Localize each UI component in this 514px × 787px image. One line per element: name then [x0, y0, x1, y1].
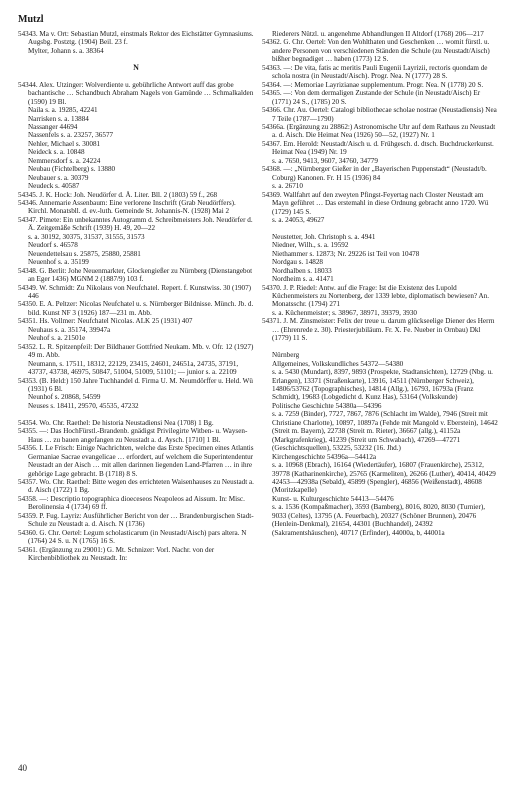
cross-reference: Politische Geschichte 54380a—54396 [272, 401, 382, 410]
cross-reference: Neudeck s. 40587 [28, 182, 80, 191]
bibliography-entry: 54356. I. Le Frisch: Einige Nachrichten, welche das Erste Specimen eines Atlantis Germaniae Sacrae evangelicae … erfordert, auf welchem die Superintendentur Neustadt an der Aisch … mit allen darinnen liegenden Land-Pfarren … in ihre gehörige Lage gebracht. B (1718) 8 S. [18, 444, 254, 478]
cross-reference: Nehler, Michael s. 30081 [28, 139, 101, 148]
cross-reference: Neideck s. a. 10848 [28, 148, 85, 157]
bibliography-entry: 54365. —: Von dem dermaligen Zustande der Schule (in Neustadt/Aisch) Er (1771) 24 S., (1785) 20 S. [262, 89, 481, 106]
cross-reference: Nassenfels s. a. 23257, 36577 [28, 131, 114, 140]
cross-reference: Riederers Nützl. u. angenehme Abhandlungen II Altdorf (1768) 206—217 [272, 30, 484, 38]
bibliography-entry: 54368. —: „Nürnberger Gießer in der „Bayerischen Puppenstadt“ (Neustadt/b. Coburg) Kanonen. Fr. H 15 (1936) 84 [262, 165, 487, 182]
bibliography-entry: 54355. —: Das HochFürstl.-Brandenb. gnädigst Privilegirte Witben- u. Waysen-Haus … zu bauen angefangen zu Neustadt a. d. Aysch. [1710] 1 Bl. [18, 427, 248, 444]
cross-reference: Neudorf s. 46578 [28, 241, 78, 250]
cross-reference: Kunst- u. Kulturgeschichte 54413—54476 [272, 494, 394, 503]
cross-reference: Naila s. a. 19285, 42241 [28, 106, 98, 115]
spacer [262, 224, 498, 232]
cross-reference: Neuendettelsau s. 25875, 25880, 25881 [28, 249, 141, 258]
bibliography-entry: 54371. J. M. Zinsmeister: Felix der treue u. darum glückseelige Diener des Herrn … (Ehrenrede z. 30). Priesterjubiläum. Fr. X. Fe. Nueber in Ornbau) Dkl (1779) 11 S. [262, 317, 495, 343]
bibliography-entry: 54359. P. Fug. Layriz: Ausführlicher Bericht von der … Brandenburgischen Stadt-Schule zu Neustadt a. d. Aisch. N (1736) [18, 511, 254, 529]
bibliography-entry: 54360. G. Chr. Oertel: Legum scholasticarum (in Neustadt/Aisch) pars altera. N (1764) 24 S. u. N (1765) 16 S. [18, 528, 247, 546]
cross-reference: Narrisken s. a. 13884 [28, 114, 89, 123]
cross-reference: Neubauer s. a. 30379 [28, 173, 89, 182]
bibliography-entry: 54354. Wo. Chr. Raethel: De historia Neustadiensi Nea (1708) 1 Bg. [18, 418, 214, 427]
cross-reference: Neubau (Fichtelberg) s. 13880 [28, 165, 116, 174]
cross-reference: Nürnberg [272, 351, 300, 360]
bibliography-entry: 54357. Wo. Chr. Raethel: Bitte wegen des errichteten Waisenhauses zu Neustadt a. d. Aisch (1722) 1 Bg. [18, 477, 254, 495]
bibliography-entry: 54363. —: De vita, fatis ac meritis Pauli Eugenii Layrizii, rectoris quondam de schola nostra (in Neustadt/Aisch). Progr. Nea. N (1777) 28 S. [262, 63, 488, 81]
spacer [18, 72, 254, 80]
bibliography-entry: 54366a. (Ergänzung zu 28862:) Astronomische Uhr auf dem Rathaus zu Neustadt a. d. Aisch. Die Heimat Nea (1926) 50—52, (1927) Nr. 1 [262, 122, 496, 140]
cross-reference: Mylter, Johann s. a. 38364 [28, 46, 104, 55]
cross-reference: Neuhaus s. a. 35174, 39947a [28, 325, 111, 334]
cross-reference: Allgemeines, Volkskundliches 54372—54380 [272, 359, 404, 368]
cross-reference: Neumann, s. 17511, 18312, 22129, 23415, 24601, 24651a, 24735, 37191, 43737, 43738, 46975, 50847, 51004, 51009, 51101; — junior s. a. 22109 [28, 359, 239, 377]
cross-reference: Kirchengeschichte 54396a—54412a [272, 452, 377, 461]
spacer [262, 343, 498, 351]
running-header: Mutzl [18, 14, 44, 25]
bibliography-entry: 54352. L. R. Spitzenpfeil: Der Bildhauer Gottfried Neukam. Mb. v. Ofr. 12 (1927) 49 m. Abb. [18, 342, 254, 360]
cross-reference: Nordhalben s. 18033 [272, 266, 332, 275]
cross-reference: s. a. 5430 (Mundart), 8397, 9893 (Prospekte, Stadtansichten), 12729 (Nbg. u. Erlangen), 13371 (Straßenkarte), 13916, 14511 (Nürnberger Schweiz), 14806/53762 (Topographisches), 14814 (Allg.), 16793, 16793a (Franz Schmidt), 19683 (Lobgedicht d. Kunz Has), 53164 (Volkskunde) [272, 368, 493, 402]
left-column [18, 30, 254, 563]
bibliography-entry: 54361. (Ergänzung zu 29001:) G. Mt. Schnizer: Vorl. Nachr. von der Kirchenbibliothek zu Neustadt. In: [18, 545, 215, 563]
bibliography-entry: 54346. Annemarie Assenbaum: Eine verlorene Inschrift (Grab Neudörffers). Kirchl. Monatsbll. d. ev.-luth. Gemeinde St. Johannis-N. (1928) Mai 2 [18, 199, 236, 216]
cross-reference: s. a. 7259 (Binder), 7727, 7867, 7876 (Schlacht im Walde), 7946 (Streit mit Christiane Charlotte), 10897, 10897a (Fehde mit Mangold v. Eberstein), 14642 (Streit m. Bayern), 22738 (Streit m. Rieter), 36667 (allg.), 41152a (Markgrafenkrieg), 41239 (Streit um Schwabach), 47269—47271 (Geschichtsquellen), 53225, 53232 (16. Jhd.) [272, 410, 498, 453]
cross-reference: Niedner, Wilh., s. a. 19592 [272, 241, 349, 250]
bibliography-entry: 54351. Hs. Vollmer: Neufchatel Nicolas. ALK 25 (1931) 407 [18, 317, 193, 326]
right-column [262, 30, 498, 537]
bibliography-entry: 54350. E. A. Peltzer: Nicolas Neufchatel u. s. Nürnberger Bildnisse. Münch. Jb. d. bild. Kunst NF 3 (1926) 187—231 m. Abb. [18, 300, 254, 317]
cross-reference: Nordheim s. a. 41471 [272, 275, 334, 284]
cross-reference: Neuhof s. a. 21501e [28, 334, 86, 343]
cross-reference: s. a. 24053, 49627 [272, 215, 325, 224]
page-number: 40 [18, 763, 27, 773]
bibliography-entry: 54358. —: Descriptio topographica dioeceseos Neapoleos ad Aissum. In: Misc. Berolinensia 4 (1734) 69 ff. [18, 494, 245, 512]
cross-reference: Nordgau s. 14828 [272, 258, 323, 267]
section-letter: N [133, 62, 139, 72]
bibliography-entry: 54370. J. P. Riedel: Antw. auf die Frage: Ist die Existenz des Lupold Küchenmeisters zu Nortenberg, der 1339 lebte, diplomatisch bewiesen? An. Monatsschr. (1794) 271 [262, 283, 490, 309]
bibliography-entry: 54369. Wallfahrt auf den zweyten Pfingst-Feyertag nach Closter Neustadt am Mayn geführet … Das erstemahl in diese Ordnung gebracht anno 1720. Wü (1729) 145 S. [262, 190, 489, 216]
bibliography-entry: 54347. Pimete: Ein unbekanntes Autogramm d. Schreibmeisters Joh. Neudörfer d. Ä. Zeitgemäße Schrift (1939) H. 49, 20—22 [18, 215, 253, 233]
cross-reference: s. a. 7650, 9413, 9607, 34760, 34779 [272, 156, 378, 165]
bibliography-entry: 54344. Alex. Utzinger: Wolverdiente u. gebührliche Antwort auff das grobe bachantische … Schandbuch Abraham Nagels von Gamünde … Schmalkalden (1590) 19 Bl. [18, 80, 254, 106]
bibliography-entry: 54367. Em. Herold: Neustadt/Aisch u. d. Frühgesch. d. dtsch. Buchdruckerkunst. Heimat Nea (1949) Nr. 19 [262, 139, 494, 157]
bibliography-entry: 54353. (B. Held:) 150 Jahre Tuchhandel d. Firma U. M. Neumdörffer u. Held. Wü (1931) 6 Bl. [18, 376, 253, 393]
bibliography-entry: 54366. Chr. Au. Oertel: Catalogi bibliothecae scholae nostrae (Neustadiensis) Nea 7 Teile (1787—1790) [262, 106, 497, 123]
cross-reference: s. a. 26710 [272, 182, 303, 191]
cross-reference: Nassanger 44694 [28, 122, 78, 131]
cross-reference: s. a. Küchenmeister; s. 38967, 38971, 39379, 3930 [272, 308, 417, 317]
cross-reference: Neuses s. 18411, 29570, 45535, 47232 [28, 401, 139, 410]
bibliography-entry: 54348. G. Berlit: Johe Neuenmarkter, Glockengießer zu Nürnberg (Dienstangebot an Eger 1436) MGNM 2 (1887/9) 103 f. [18, 266, 253, 284]
bibliography-entry: 54364. —: Memoriae Layrizianae supplementum. Progr. Nea. N (1778) 20 S. [262, 80, 484, 89]
bibliography-entry: 54349. W. Schmidt: Zu Nikolaus von Neufchatel. Repert. f. Kunstwiss. 30 (1907) 446 [18, 283, 252, 301]
cross-reference: s. a. 30192, 30375, 31537, 31555, 31573 [28, 232, 145, 241]
cross-reference: Niethammer s. 12873; Nr. 29226 ist Teil von 10478 [272, 249, 420, 258]
cross-reference: Neunhof s. 20868, 54599 [28, 393, 101, 402]
cross-reference: s. a. 1536 (Kompaßmacher), 3593 (Bamberg), 8016, 8020, 8030 (Turnier), 9033 (Celtes), 13795 (A. Feuerbach), 20327 (Schöner Brunnen), 20476 (Henlein-Denkmal), 21654, 44301 (Buchhandel), 24392 (Sakramentshäuschen), 40717 (Erfinder), 44000a, b, 44001a [272, 503, 485, 537]
spacer [18, 410, 254, 418]
cross-reference: Neuenhof s. a. 35199 [28, 258, 89, 267]
bibliography-entry: 54362. G. Chr. Oertel: Von den Wohlthaten und Geschenken … womit fürstl. u. andere Personen von verschiedenen Ständen die Schule (zu Neustadt/Aisch) bißher begnadiget … haben (1773) 12 S. [262, 38, 490, 64]
bibliography-entry: 54345. J. K. Hock: Joh. Neudörfer d. Ä. Liter. Bll. 2 (1803) 59 f., 268 [18, 190, 218, 199]
cross-reference: Nemmersdorf s. a. 24224 [28, 156, 101, 165]
bibliography-entry: 54343. Ma v. Ort: Sebastian Mutzl, einstmals Rektor des Eichstätter Gymnasiums. Augsbg. Postztg. (1904) Beil. 23 f. [18, 30, 254, 47]
cross-reference: s. a. 10968 (Ebrach), 16164 (Wiedertäufer), 16807 (Frauenkirche), 25312, 39778 (Katharinenkirche), 25765 (Karmeliten), 26266 (Luther), 40414, 40429 42453—42938a (Sebald), 45899 (Spengler), 46856 (Weißenstadt), 48608 (Moritzkapelle) [272, 461, 496, 495]
cross-reference: Neustetter, Joh. Christoph s. a. 4941 [272, 232, 376, 241]
